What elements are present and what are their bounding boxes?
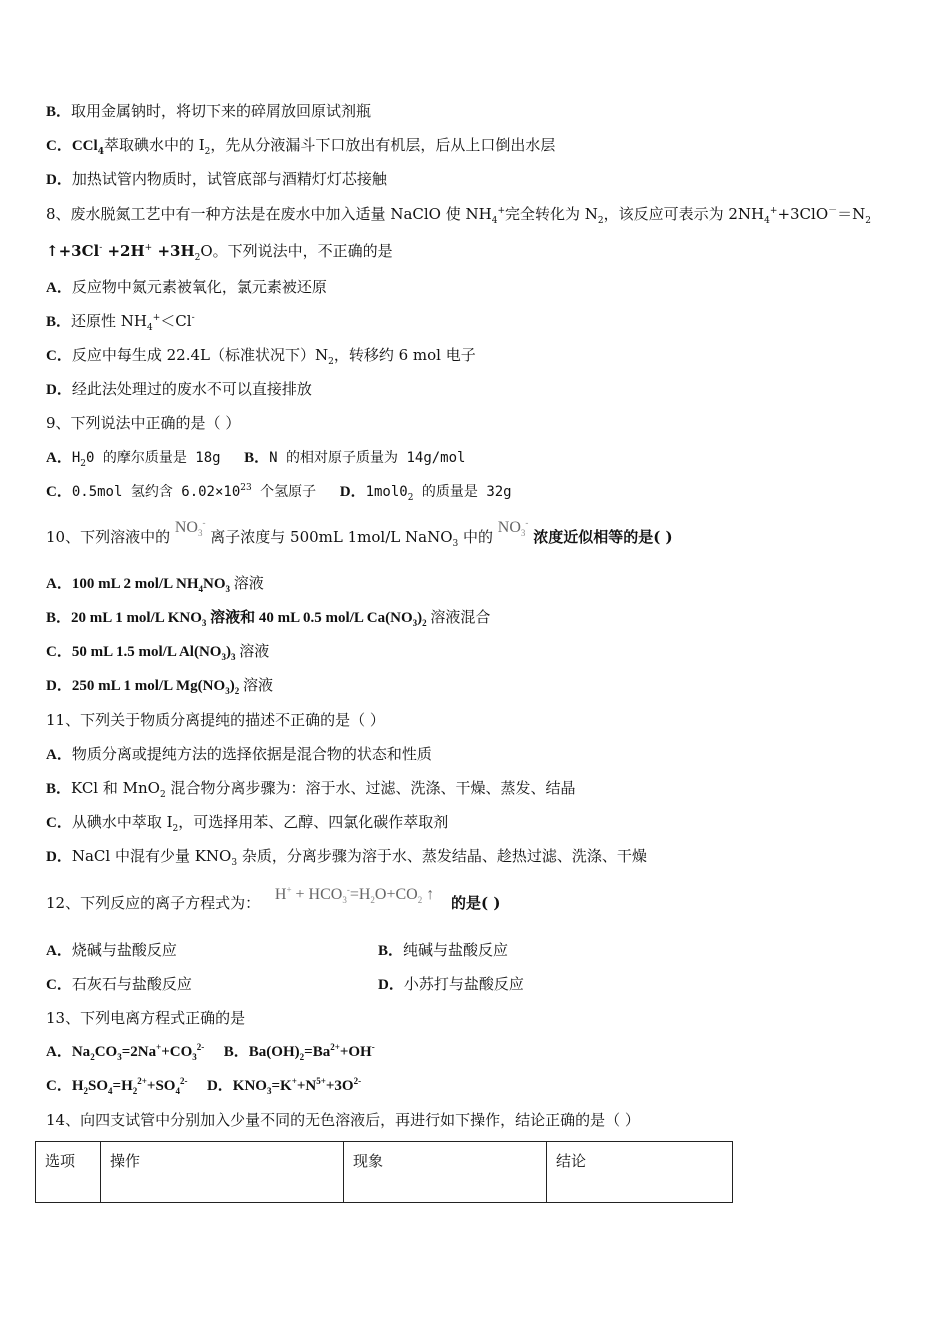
q14-stem: 14、向四支试管中分别加入少量不同的无色溶液后，再进行如下操作，结论正确的是（ ） xyxy=(46,1111,640,1129)
table-header-cell: 操作 xyxy=(101,1142,344,1203)
q11-option-a: A．物质分离或提纯方法的选择依据是混合物的状态和性质 xyxy=(46,745,432,763)
q8-option-a: A．反应物中氮元素被氧化，氯元素被还原 xyxy=(46,278,327,296)
table-header-cell: 结论 xyxy=(547,1142,733,1203)
q14-table xyxy=(35,1141,733,1203)
table-header-row xyxy=(36,1142,733,1203)
q13-stem: 13、下列电离方程式正确的是 xyxy=(46,1009,246,1027)
q8-option-b: B．还原性 $NH_4^+<Cl^-$ xyxy=(46,312,195,333)
q13-options-cd: C．$H_2SO_4=H_2^{2+}+SO_4^{2-}$ D．$KNO_3=K^++N^{5+}+3O^{2-}$ xyxy=(46,1076,362,1096)
q10-option-b: B．20 mL 1 mol/L $KNO_3$ 溶液和 40 mL 0.5 mol/L $Ca(NO_3)_2$ 溶液混合 xyxy=(46,610,491,628)
q12-option-a: A．烧碱与盐酸反应 xyxy=(46,941,177,959)
q7-option-b: B．取用金属钠时，将切下来的碎屑放回原试剂瓶 xyxy=(46,102,372,120)
q10-option-a: A．100 mL 2 mol/L $NH_4NO_3$ 溶液 xyxy=(46,576,264,594)
table-header-cell: 选项 xyxy=(36,1142,101,1203)
q12-option-d: D．小苏打与盐酸反应 xyxy=(378,975,524,993)
q12-stem: 12、下列反应的离子方程式为： $H^+ + HCO_3^-=H_2O+CO_2$ ↑ 的是( ) xyxy=(46,884,501,912)
q12-option-b: B．纯碱与盐酸反应 xyxy=(378,941,509,959)
q11-option-c: C．从碘水中萃取 $I_2$，可选择用苯、乙醇、四氯化碳作萃取剂 xyxy=(46,813,449,834)
table-header-cell: 现象 xyxy=(344,1142,547,1203)
q8-stem-line1: 8、废水脱氮工艺中有一种方法是在废水中加入适量 NaClO 使 $NH_4^+$完全转化为 $N_2$，该反应可表示为 $2NH_4^++3ClO^-=N_2$ xyxy=(46,205,872,226)
q7-option-d: D．加热试管内物质时，试管底部与酒精灯灯芯接触 xyxy=(46,170,387,188)
q10-option-d: D．250 mL 1 mol/L $Mg(NO_3)_2$ 溶液 xyxy=(46,678,273,696)
q11-option-d: D．NaCl 中混有少量 $KNO_3$ 杂质，分离步骤为溶于水、蒸发结晶、趁热过滤、洗涤、干燥 xyxy=(46,847,647,868)
q12-option-c: C．石灰石与盐酸反应 xyxy=(46,975,192,993)
q9-options-ab: A．$H_20$ 的摩尔质量是 18g B．N 的相对原子质量为 14g/mol xyxy=(46,450,466,469)
q8-option-d: D．经此法处理过的废水不可以直接排放 xyxy=(46,380,312,398)
q8-stem-line2: ↑+3Cl- $+2H^+ +3H_2O$。下列说法中，不正确的是 xyxy=(46,242,393,263)
q10-stem: 10、下列溶液中的 $NO_3^-$ 离子浓度与 500mL 1mol/L NaNO$_3$ 中的 $NO_3^-$ 浓度近似相等的是( ) xyxy=(46,517,673,549)
q9-stem: 9、下列说法中正确的是（ ） xyxy=(46,414,241,432)
q10-option-c: C．50 mL 1.5 mol/L $Al(NO_3)_3$ 溶液 xyxy=(46,644,270,662)
q8-option-c: C．反应中每生成 22.4L（标准状况下）$N_2$，转移约 6 mol 电子 xyxy=(46,346,476,367)
nitrate-formula: $NO_3^-$ xyxy=(174,517,206,539)
q13-options-ab: A．$Na_2CO_3=2Na^++CO_3^{2-}$ B．$Ba(OH)_2=Ba^{2+}+OH^-$ xyxy=(46,1042,375,1062)
q7-option-c: C．CCl$_4$萃取碘水中的 $I_2$，先从分液漏斗下口放出有机层，后从上口倒出水层 xyxy=(46,136,556,157)
q9-options-cd: C．0.5mol 氢约含 $6.02\times 10^{23}$ 个氢原子 D．$1mol0_2$ 的质量是 32g xyxy=(46,483,512,503)
q11-stem: 11、下列关于物质分离提纯的描述不正确的是（ ） xyxy=(46,711,385,729)
q11-option-b: B．KCl 和 MnO$_2$ 混合物分离步骤为：溶于水、过滤、洗涤、干燥、蒸发、结晶 xyxy=(46,779,576,800)
nitrate-formula-2: $NO_3^-$ xyxy=(497,517,529,539)
ionic-equation: $H^+ + HCO_3^-=H_2O+CO_2$ ↑ xyxy=(274,884,435,906)
